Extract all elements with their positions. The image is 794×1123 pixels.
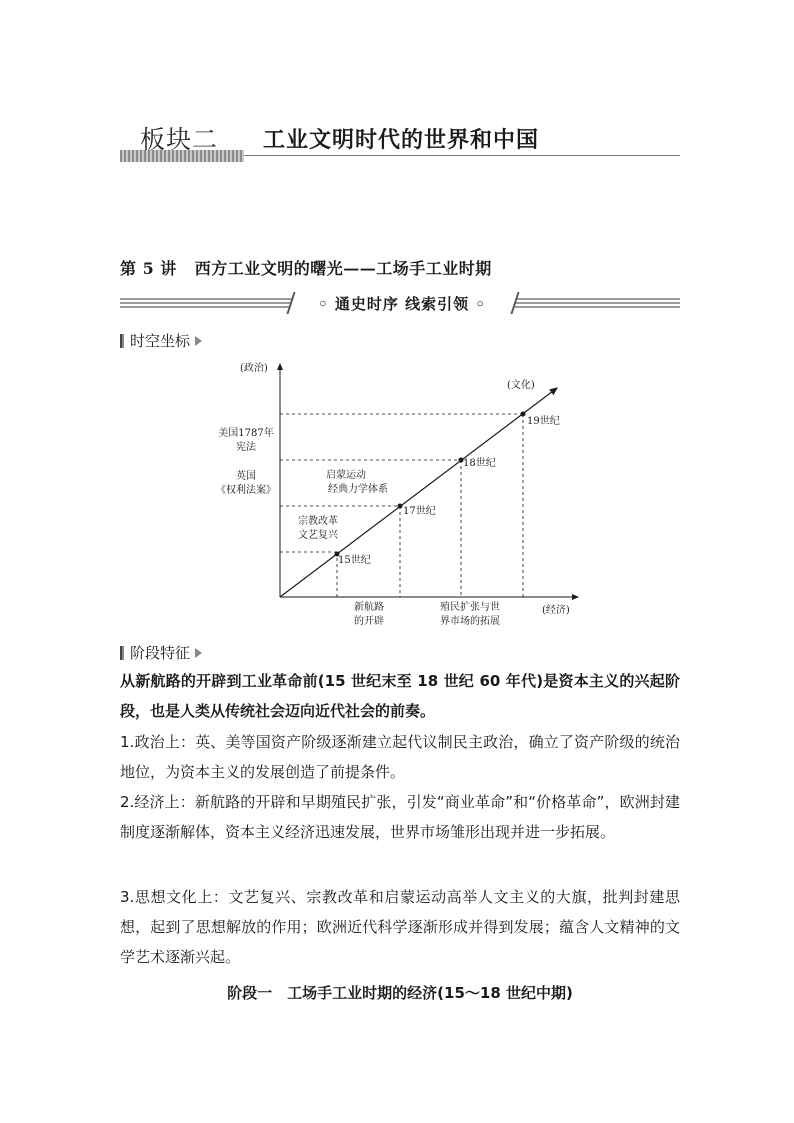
section-banner: [120, 118, 680, 168]
y-axis-label: (政治): [240, 363, 268, 374]
point-label-17: 17世纪: [403, 506, 436, 517]
spacetime-heading-text: 时空坐标: [130, 332, 191, 350]
point-label-15: 15世纪: [338, 555, 371, 566]
y-label-us-2: 宪法: [236, 442, 256, 453]
point-marker: [398, 504, 403, 509]
block-title: 工业文明时代的世界和中国: [263, 127, 540, 153]
politics-text: 1.政治上：英、美等国资产阶级逐渐建立起代议制民主政治，确立了资产阶级的统治地位，为资本主义的发展创造了前提条件。: [120, 733, 680, 781]
lecture-number: 第 5 讲: [120, 259, 177, 278]
region-label-enlightenment: 启蒙运动: [326, 470, 366, 481]
timeline-diagram: [200, 352, 600, 632]
economy-text: 2.经济上：新航路的开辟和早期殖民扩张，引发“商业革命”和“价格革命”，欧洲封建制度逐渐解体，资本主义经济迅速发展，世界市场雏形出现并进一步拓展。: [120, 793, 680, 841]
x-label-route-1: 新航路: [354, 602, 384, 613]
stage-heading: [120, 642, 202, 663]
region-label-reformation: 宗教改革: [298, 516, 338, 527]
line-label: (文化): [507, 380, 535, 391]
heading-bar-icon: [120, 334, 124, 348]
intro-paragraph: [120, 666, 680, 726]
economy-paragraph: [120, 787, 680, 847]
guide-banner-text: ◦ 通史时序 线索引领 ◦: [318, 295, 486, 313]
y-label-us-1: 美国1787年: [218, 428, 274, 439]
x-axis-label: (经济): [542, 605, 570, 616]
x-label-route-2: 的开辟: [354, 616, 384, 627]
triangle-right-icon: [195, 336, 202, 346]
culture-paragraph: [120, 882, 680, 972]
point-marker: [521, 412, 526, 417]
region-label-mechanics: 经典力学体系: [328, 484, 388, 495]
region-label-renaissance: 文艺复兴: [298, 530, 338, 541]
politics-paragraph: [120, 727, 680, 787]
culture-line: [280, 388, 557, 597]
point-label-18: 18世纪: [463, 458, 496, 469]
x-label-colonial-2: 界市场的拓展: [440, 616, 500, 627]
guide-banner: [120, 292, 680, 316]
heading-bar-icon: [120, 646, 124, 660]
culture-text: 3.思想文化上：文艺复兴、宗教改革和启蒙运动高举人文主义的大旗，批判封建思想，起到了思想解放的作用；欧洲近代科学逐渐形成并得到发展；蕴含人文精神的文学艺术逐渐兴起。: [120, 888, 680, 966]
lecture-title: 西方工业文明的曙光——工场手工业时期: [194, 259, 492, 278]
point-label-19: 19世纪: [527, 416, 560, 427]
triangle-right-icon: [195, 648, 202, 658]
block-label: 板块二: [140, 125, 219, 154]
y-label-uk-1: 英国: [236, 471, 256, 482]
lecture-heading: [120, 256, 492, 279]
stage-heading-text: 阶段特征: [130, 644, 191, 662]
intro-text: 从新航路的开辟到工业革命前(15 世纪末至 18 世纪 60 年代)是资本主义的兴起阶段，也是人类从传统社会迈向近代社会的前奏。: [120, 672, 680, 720]
spacetime-heading: [120, 330, 202, 351]
banner-rule: [244, 155, 680, 156]
y-label-uk-2: 《权利法案》: [216, 485, 276, 496]
x-label-colonial-1: 殖民扩张与世: [440, 602, 500, 613]
stage-one-title: 阶段一 工场手工业时期的经济(15～18 世纪中期): [227, 984, 573, 1002]
